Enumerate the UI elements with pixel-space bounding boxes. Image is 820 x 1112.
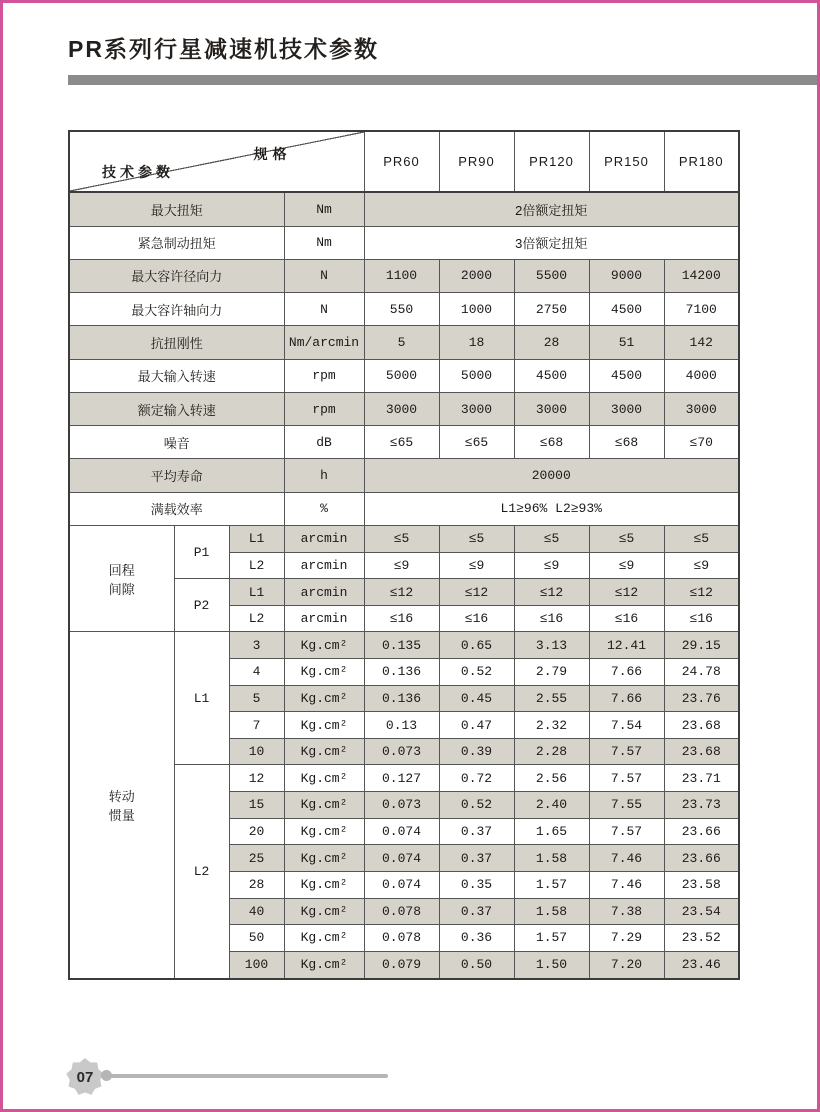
table-cell: 0.073 (364, 792, 439, 819)
table-cell: 0.127 (364, 765, 439, 792)
table-cell: 23.73 (664, 792, 739, 819)
table-cell: 23.52 (664, 925, 739, 952)
table-cell: 平均寿命 (69, 459, 284, 492)
table-cell: Kg.cm² (284, 818, 364, 845)
table-cell: 7.46 (589, 845, 664, 872)
table-cell: 4500 (589, 293, 664, 326)
table-cell: 抗扭刚性 (69, 326, 284, 359)
table-cell: 10 (229, 738, 284, 765)
table-cell: Kg.cm² (284, 792, 364, 819)
table-cell: 1.65 (514, 818, 589, 845)
table-cell: 23.66 (664, 818, 739, 845)
table-cell (69, 632, 174, 979)
cell-line: 转动 (108, 789, 135, 805)
table-cell: 0.136 (364, 685, 439, 712)
table-cell: 23.58 (664, 871, 739, 898)
table-cell: ≤16 (589, 605, 664, 632)
cell-line: 回程 (108, 562, 135, 578)
table-cell: ≤16 (364, 605, 439, 632)
table-cell: 0.39 (439, 738, 514, 765)
table-cell: 最大扭矩 (69, 192, 284, 226)
table-cell: P1 (174, 525, 229, 578)
corner-label-spec: 规格 (253, 146, 292, 162)
corner-header-cell (69, 131, 364, 192)
table-cell: 7.55 (589, 792, 664, 819)
table-cell: 7 (229, 712, 284, 739)
table-cell: 0.52 (439, 659, 514, 686)
table-cell: 3000 (589, 392, 664, 425)
table-cell: 51 (589, 326, 664, 359)
table-cell: Nm (284, 192, 364, 226)
table-cell: ≤5 (439, 525, 514, 552)
table-cell: 5 (229, 685, 284, 712)
footer-rule-line (104, 1074, 388, 1078)
table-cell: ≤12 (664, 579, 739, 606)
table-cell: 4 (229, 659, 284, 686)
table-cell: 1.58 (514, 845, 589, 872)
table-cell: 0.078 (364, 925, 439, 952)
table-cell: 2.56 (514, 765, 589, 792)
table-cell: 29.15 (664, 632, 739, 659)
table-cell: 0.074 (364, 845, 439, 872)
table-cell: % (284, 492, 364, 525)
corner-label-params: 技术参数 (102, 164, 174, 180)
table-cell: 2倍额定扭矩 (364, 192, 739, 226)
table-cell: 14200 (664, 259, 739, 292)
table-cell: 最大容许轴向力 (69, 293, 284, 326)
table-cell: L2 (229, 552, 284, 579)
table-cell: ≤5 (664, 525, 739, 552)
table-cell: 最大容许径向力 (69, 259, 284, 292)
table-cell: 0.074 (364, 818, 439, 845)
cell-line: 惯量 (108, 808, 135, 824)
table-cell: ≤68 (589, 426, 664, 459)
table-cell: 7.29 (589, 925, 664, 952)
table-cell: 0.47 (439, 712, 514, 739)
table-cell: 18 (439, 326, 514, 359)
page-footer (3, 1055, 820, 1099)
page-title: PR系列行星减速机技术参数 (68, 36, 379, 62)
table-cell: 28 (514, 326, 589, 359)
table-cell: 4500 (514, 359, 589, 392)
table-cell: 2.32 (514, 712, 589, 739)
table-cell: Nm/arcmin (284, 326, 364, 359)
table-cell: 0.13 (364, 712, 439, 739)
table-header (69, 131, 739, 192)
table-cell: arcmin (284, 525, 364, 552)
table-cell: L1≥96% L2≥93% (364, 492, 739, 525)
table-body (69, 192, 739, 979)
table-cell: Kg.cm² (284, 925, 364, 952)
table-cell: ≤12 (364, 579, 439, 606)
table-cell: ≤16 (664, 605, 739, 632)
table-cell: ≤16 (439, 605, 514, 632)
table-cell: arcmin (284, 579, 364, 606)
table-cell: 3000 (439, 392, 514, 425)
table-cell: Nm (284, 226, 364, 259)
table-cell: 额定输入转速 (69, 392, 284, 425)
title-underline-bar (68, 75, 817, 85)
table-cell: Kg.cm² (284, 632, 364, 659)
table-cell: 7.54 (589, 712, 664, 739)
table-cell: 50 (229, 925, 284, 952)
table-cell: ≤68 (514, 426, 589, 459)
table-cell: 2000 (439, 259, 514, 292)
table-cell: ≤70 (664, 426, 739, 459)
table-cell: 0.35 (439, 871, 514, 898)
table-cell: 23.71 (664, 765, 739, 792)
table-cell: 12.41 (589, 632, 664, 659)
table-cell: dB (284, 426, 364, 459)
table-cell: 12 (229, 765, 284, 792)
table-cell: 0.36 (439, 925, 514, 952)
table-cell: 23.76 (664, 685, 739, 712)
table-cell: Kg.cm² (284, 765, 364, 792)
table-cell: 23.66 (664, 845, 739, 872)
table-cell: 0.52 (439, 792, 514, 819)
table-cell: N (284, 293, 364, 326)
table-cell: 3000 (514, 392, 589, 425)
table-cell: L1 (174, 632, 229, 765)
table-cell: L2 (174, 765, 229, 979)
table-cell: 7.20 (589, 951, 664, 979)
table-cell: 20000 (364, 459, 739, 492)
table-cell: 7.66 (589, 659, 664, 686)
table-cell: ≤12 (439, 579, 514, 606)
table-cell: 9000 (589, 259, 664, 292)
table-cell: 0.079 (364, 951, 439, 979)
table-cell: 1.58 (514, 898, 589, 925)
table-cell: rpm (284, 359, 364, 392)
table-cell: 0.136 (364, 659, 439, 686)
table-cell: L2 (229, 605, 284, 632)
page-number: 07 (76, 1069, 94, 1086)
table-cell: 噪音 (69, 426, 284, 459)
cell-line: 间隙 (108, 581, 135, 597)
column-header-pr180: PR180 (664, 131, 739, 192)
table-cell: ≤9 (589, 552, 664, 579)
table-cell: ≤9 (514, 552, 589, 579)
table-cell: 24.78 (664, 659, 739, 686)
table-cell: 25 (229, 845, 284, 872)
table-cell: ≤5 (514, 525, 589, 552)
table-cell: 142 (664, 326, 739, 359)
table-cell: 550 (364, 293, 439, 326)
table-cell: ≤9 (364, 552, 439, 579)
table-cell: Kg.cm² (284, 871, 364, 898)
table-cell (69, 525, 174, 631)
table-cell: 23.68 (664, 712, 739, 739)
table-cell: 2.79 (514, 659, 589, 686)
table-cell: Kg.cm² (284, 659, 364, 686)
table-cell: 2.28 (514, 738, 589, 765)
table-cell: ≤65 (439, 426, 514, 459)
table-cell: 3000 (364, 392, 439, 425)
table-cell: 0.72 (439, 765, 514, 792)
table-cell: ≤9 (439, 552, 514, 579)
table-cell: Kg.cm² (284, 685, 364, 712)
table-cell: h (284, 459, 364, 492)
table-cell: 0.37 (439, 818, 514, 845)
table-cell: 20 (229, 818, 284, 845)
table-cell: 23.68 (664, 738, 739, 765)
table-cell: Kg.cm² (284, 951, 364, 979)
table-cell: 1100 (364, 259, 439, 292)
table-cell: arcmin (284, 552, 364, 579)
table-cell: ≤9 (664, 552, 739, 579)
table-cell: 1.57 (514, 925, 589, 952)
table-cell: 7100 (664, 293, 739, 326)
table-cell: 5500 (514, 259, 589, 292)
spec-table (68, 130, 740, 980)
table-cell: 5000 (439, 359, 514, 392)
table-cell: ≤65 (364, 426, 439, 459)
column-header-pr90: PR90 (439, 131, 514, 192)
table-cell: 100 (229, 951, 284, 979)
table-cell: 23.46 (664, 951, 739, 979)
table-cell: Kg.cm² (284, 738, 364, 765)
table-cell: 0.45 (439, 685, 514, 712)
table-cell: 40 (229, 898, 284, 925)
table-cell: 0.50 (439, 951, 514, 979)
table-cell: 7.66 (589, 685, 664, 712)
table-cell: ≤16 (514, 605, 589, 632)
table-cell: 7.57 (589, 818, 664, 845)
table-cell: 1.57 (514, 871, 589, 898)
column-header-pr60: PR60 (364, 131, 439, 192)
table-cell: Kg.cm² (284, 845, 364, 872)
table-cell: 5 (364, 326, 439, 359)
table-cell: 1.50 (514, 951, 589, 979)
table-cell: 5000 (364, 359, 439, 392)
column-header-pr120: PR120 (514, 131, 589, 192)
table-cell: N (284, 259, 364, 292)
table-cell: 3倍额定扭矩 (364, 226, 739, 259)
table-cell: 2.40 (514, 792, 589, 819)
table-cell: 0.37 (439, 845, 514, 872)
table-cell: 4000 (664, 359, 739, 392)
table-cell: ≤5 (589, 525, 664, 552)
table-cell: ≤12 (514, 579, 589, 606)
table-cell: 15 (229, 792, 284, 819)
table-cell: 2.55 (514, 685, 589, 712)
table-cell: 0.135 (364, 632, 439, 659)
table-cell: 28 (229, 871, 284, 898)
table-cell: 1000 (439, 293, 514, 326)
table-cell: Kg.cm² (284, 898, 364, 925)
table-cell: 0.074 (364, 871, 439, 898)
table-cell: 3000 (664, 392, 739, 425)
gear-icon (65, 1057, 105, 1097)
table-cell: 7.57 (589, 738, 664, 765)
table-cell: 紧急制动扭矩 (69, 226, 284, 259)
table-cell: 0.65 (439, 632, 514, 659)
table-cell: rpm (284, 392, 364, 425)
column-header-pr150: PR150 (589, 131, 664, 192)
table-cell: 0.078 (364, 898, 439, 925)
table-cell: L1 (229, 525, 284, 552)
table-cell: L1 (229, 579, 284, 606)
table-cell: 23.54 (664, 898, 739, 925)
table-cell: 7.57 (589, 765, 664, 792)
table-cell: 3 (229, 632, 284, 659)
table-cell: 2750 (514, 293, 589, 326)
table-cell: 7.38 (589, 898, 664, 925)
table-cell: ≤5 (364, 525, 439, 552)
table-cell: 7.46 (589, 871, 664, 898)
table-cell: ≤12 (589, 579, 664, 606)
table-cell: Kg.cm² (284, 712, 364, 739)
table-cell: 满载效率 (69, 492, 284, 525)
table-cell: arcmin (284, 605, 364, 632)
table-cell: P2 (174, 579, 229, 632)
table-cell: 3.13 (514, 632, 589, 659)
table-cell: 0.37 (439, 898, 514, 925)
table-cell: 0.073 (364, 738, 439, 765)
table-cell: 最大输入转速 (69, 359, 284, 392)
table-cell: 4500 (589, 359, 664, 392)
